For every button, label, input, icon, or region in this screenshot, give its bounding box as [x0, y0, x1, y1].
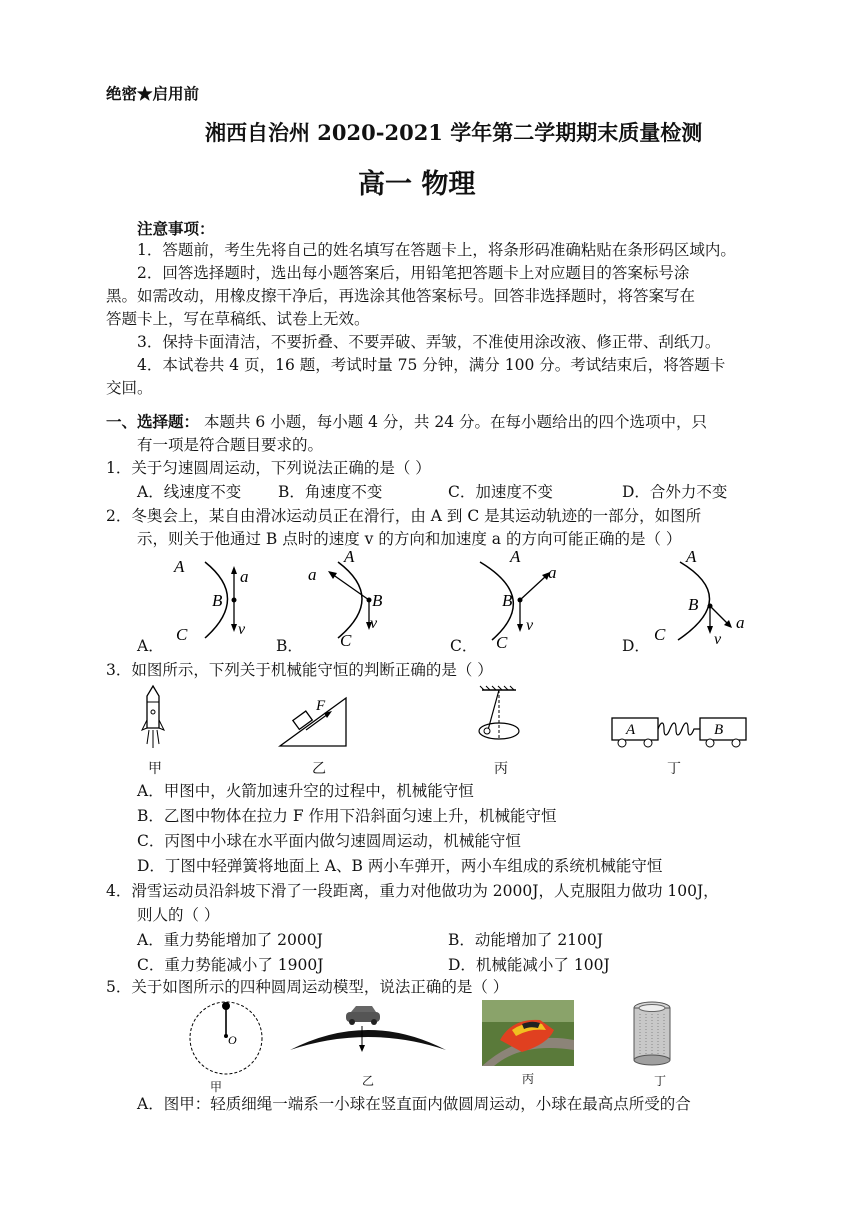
- q3-option-c: C．丙图中小球在水平面内做匀速圆周运动，机械能守恒: [137, 832, 521, 850]
- notice-heading: 注意事项：: [137, 219, 215, 238]
- q2-option-b: B．: [276, 637, 303, 655]
- label-c: C: [340, 631, 352, 650]
- label-velocity: v: [238, 621, 246, 638]
- q2-figure-a: [160, 548, 270, 648]
- label-accel: a: [240, 567, 249, 586]
- label-velocity: v: [714, 631, 722, 648]
- vertical-circle-figure: [186, 1000, 266, 1076]
- q2-option-a: A．: [137, 637, 164, 655]
- q3-caption-bing: 丙: [494, 761, 508, 777]
- label-b: B: [688, 595, 699, 614]
- q4-option-c: C．重力势能减小了 1900J: [137, 956, 324, 974]
- section-intro: 本题共 6 小题，每小题 4 分，共 24 分。在每小题给出的四个选项中，只: [204, 413, 708, 431]
- q2-option-d: D．: [622, 637, 650, 655]
- q3-option-b: B．乙图中物体在拉力 F 作用下沿斜面匀速上升，机械能守恒: [137, 807, 557, 825]
- car-on-bridge-figure: [288, 1004, 448, 1064]
- exam-title: 湘西自治州 2020-2021 学年第二学期期末质量检测: [205, 120, 703, 145]
- notice-line: 黑。如需改动，用橡皮擦干净后，再选涂其他答案标号。回答非选择题时，将答案写在: [106, 287, 696, 305]
- notice-line: 交回。: [106, 379, 153, 397]
- q4-option-a: A．重力势能增加了 2000J: [137, 931, 323, 949]
- section-intro: 有一项是符合题目要求的。: [137, 436, 324, 454]
- notice-line: 4．本试卷共 4 页，16 题，考试时量 75 分钟，满分 100 分。考试结束后，将答题卡: [137, 356, 726, 374]
- q5-stem: 5．关于如图所示的四种圆周运动模型，说法正确的是（ ）: [106, 978, 509, 996]
- q5-caption-ding: 丁: [654, 1074, 667, 1088]
- q2-figure-b: [300, 548, 410, 648]
- q3-caption-ding: 丁: [667, 761, 681, 777]
- notice-line: 3．保持卡面清洁，不要折叠、不要弄破、弄皱，不准使用涂改液、修正带、刮纸刀。: [137, 333, 721, 351]
- section-heading: 一、选择题：: [106, 412, 200, 431]
- q1-option-d: D．合外力不变: [622, 483, 728, 501]
- q2-figure-c: [470, 547, 580, 652]
- label-c: C: [654, 625, 666, 644]
- label-a: A: [510, 547, 521, 566]
- label-velocity: v: [370, 615, 378, 632]
- label-center: O: [228, 1033, 237, 1047]
- q3-option-d: D．丁图中轻弹簧将地面上 A、B 两小车弹开，两小车组成的系统机械能守恒: [137, 857, 663, 875]
- secret-mark: 绝密★启用前: [106, 84, 200, 103]
- washer-drum-figure: [628, 1000, 676, 1066]
- incline-figure: [280, 694, 350, 748]
- q3-stem: 3．如图所示，下列关于机械能守恒的判断正确的是（ ）: [106, 661, 493, 679]
- q4-option-b: B．动能增加了 2100J: [448, 931, 603, 949]
- q2-option-c: C．: [450, 637, 478, 655]
- rocket-figure: [138, 686, 168, 756]
- label-a: A: [686, 547, 697, 566]
- q5-option-a: A．图甲：轻质细绳一端系一小球在竖直面内做圆周运动，小球在最高点所受的合: [137, 1095, 691, 1113]
- q1-stem: 1．关于匀速圆周运动，下列说法正确的是（ ）: [106, 459, 431, 477]
- subject-title: 高一 物理: [358, 169, 476, 200]
- label-b: B: [212, 591, 223, 610]
- label-a: A: [174, 557, 185, 576]
- carts-spring-figure: [610, 712, 750, 748]
- q2-figure-d: [650, 548, 760, 648]
- label-accel: a: [548, 563, 557, 582]
- train-photo-figure: [482, 1000, 574, 1066]
- notice-line: 2．回答选择题时，选出每小题答案后，用铅笔把答题卡上对应题目的答案标号涂: [137, 264, 690, 282]
- q1-option-a: A．线速度不变: [137, 483, 242, 501]
- label-a: A: [344, 547, 355, 566]
- label-b: B: [502, 591, 513, 610]
- q4-stem: 4．滑雪运动员沿斜坡下滑了一段距离，重力对他做功为 2000J，人克服阻力做功 100J，: [106, 882, 719, 900]
- q5-caption-bing: 丙: [522, 1072, 535, 1086]
- label-b: B: [372, 591, 383, 610]
- cart-a-label: A: [626, 722, 636, 738]
- q3-caption-jia: 甲: [148, 761, 162, 777]
- notice-line: 1．答题前，考生先将自己的姓名填写在答题卡上，将条形码准确粘贴在条形码区域内。: [137, 241, 736, 259]
- label-c: C: [176, 625, 188, 644]
- label-accel: a: [308, 565, 317, 584]
- label-accel: a: [736, 613, 745, 632]
- label-velocity: v: [526, 617, 534, 634]
- q3-option-a: A．甲图中，火箭加速升空的过程中，机械能守恒: [137, 782, 474, 800]
- q4-option-d: D．机械能减小了 100J: [448, 956, 610, 974]
- q1-option-c: C．加速度不变: [448, 483, 553, 501]
- label-force: F: [316, 698, 326, 714]
- cart-b-label: B: [714, 722, 724, 738]
- conical-pendulum-figure: [476, 686, 536, 746]
- q5-caption-yi: 乙: [362, 1074, 375, 1088]
- q1-option-b: B．角速度不变: [278, 483, 383, 501]
- q2-stem: 2．冬奥会上，某自由滑冰运动员正在滑行，由 A 到 C 是其运动轨迹的一部分，如图所: [106, 507, 702, 525]
- notice-line: 答题卡上，写在草稿纸、试卷上无效。: [106, 310, 370, 328]
- label-c: C: [496, 633, 508, 652]
- q5-caption-jia: 甲: [210, 1080, 223, 1094]
- q4-stem: 则人的（ ）: [137, 906, 220, 924]
- q3-caption-yi: 乙: [312, 761, 326, 777]
- q2-stem: 示，则关于他通过 B 点时的速度 v 的方向和加速度 a 的方向可能正确的是（ ）: [137, 530, 682, 548]
